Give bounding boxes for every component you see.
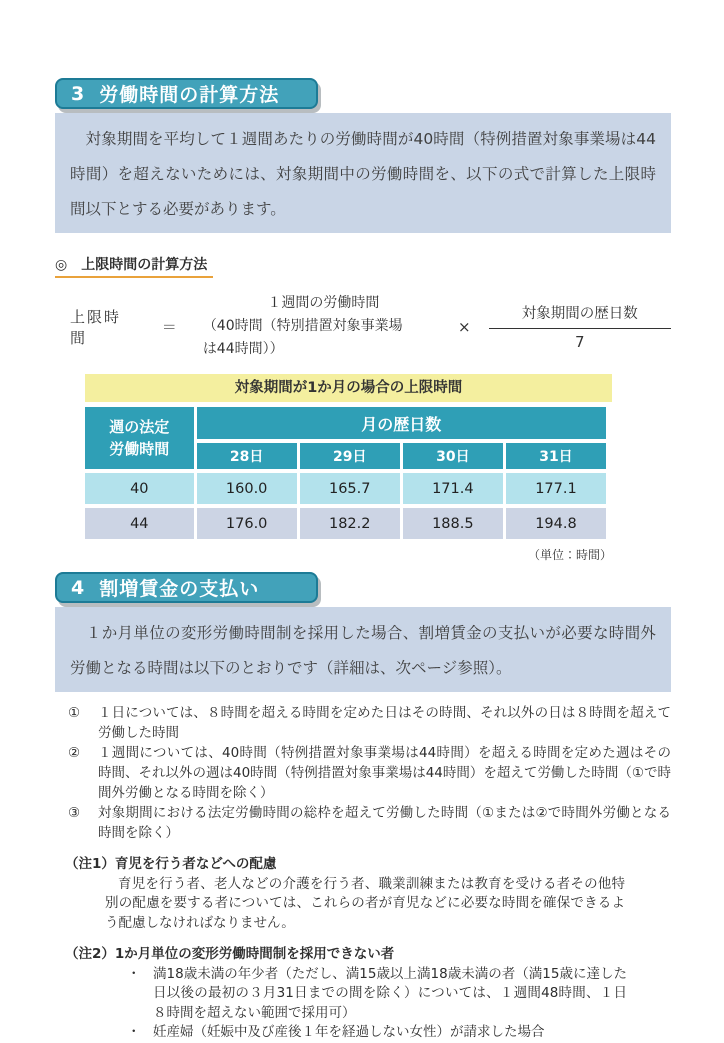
row40-label: 40 — [85, 473, 194, 504]
section3-title: 労働時間の計算方法 — [99, 84, 280, 106]
equals-sign: ＝ — [161, 318, 177, 336]
list-marker-2: ② — [68, 745, 81, 761]
row40-value-28: 160.0 — [197, 473, 297, 504]
bullet-text-2: 妊産婦（妊娠中及び産後１年を経過しない女性）が請求した場合 — [153, 1024, 545, 1040]
list-item-2 — [68, 743, 671, 803]
fraction — [489, 302, 671, 351]
note2-heading — [65, 945, 671, 965]
list-text-3: 対象期間における法定労働時間の総枠を超えて労働した時間（①または②で時間外労働となる時間を除く） — [98, 805, 671, 841]
note-2 — [65, 945, 671, 1043]
section3-intro-text: 対象期間を平均して１週間あたりの労働時間が40時間（特例措置対象事業場は44時間）を超えないためには、対象期間中の労働時間を、以下の式で計算した上限時間以下とする必要があります。 — [70, 130, 656, 218]
table-title-bar: 対象期間が1か月の場合の上限時間 — [85, 374, 612, 402]
list-marker-3: ③ — [68, 805, 81, 821]
fraction-denominator: 7 — [575, 333, 585, 351]
limit-table-block — [85, 374, 612, 563]
day-header-31: 31日 — [506, 443, 606, 469]
row40-value-30: 171.4 — [403, 473, 503, 504]
multiplicand-line3: は44時間）） — [202, 341, 284, 357]
row44-value-29: 182.2 — [300, 508, 400, 539]
row44-value-31: 194.8 — [506, 508, 606, 539]
row-header-line1: 週の法定 — [109, 418, 170, 436]
section4-intro-box — [55, 607, 671, 692]
row40-value-31: 177.1 — [506, 473, 606, 504]
section4-intro-text: １か月単位の変形労働時間制を採用した場合、割増賃金の支払いが必要な時間外労働となる時間は以下のとおりです（詳細は、次ページ参照）。 — [70, 624, 656, 677]
row40-value-29: 165.7 — [300, 473, 400, 504]
note2-label: （注2） — [65, 946, 115, 962]
list-text-1: １日については、８時間を超える時間を定めた日はその時間、それ以外の日は８時間を超えて労働した時間 — [98, 705, 671, 741]
day-header-30: 30日 — [403, 443, 503, 469]
upper-limit-formula — [70, 292, 671, 361]
bullet-item-2 — [127, 1023, 627, 1043]
bullet-text-1: 満18歳未満の年少者（ただし、満15歳以上満18歳未満の者（満15歳に達した日以後の最初の３月31日までの間を除く）については、１週間48時間、１日８時間を超えない範囲で採用可） — [153, 965, 627, 1021]
formula-heading-text: ◎ 上限時間の計算方法 — [55, 254, 213, 278]
row44-label: 44 — [85, 508, 194, 539]
unit-note: （単位：時間） — [527, 548, 612, 562]
row44-value-28: 176.0 — [197, 508, 297, 539]
row44-value-30: 188.5 — [403, 508, 503, 539]
note-1 — [65, 855, 671, 933]
fraction-numerator: 対象期間の歴日数 — [521, 306, 638, 322]
list-item-3 — [68, 803, 671, 843]
note1-title: 育児を行う者などへの配慮 — [114, 856, 277, 872]
row-header-line2: 労働時間 — [109, 440, 170, 458]
overtime-list — [68, 703, 671, 843]
section3-number: 3 — [71, 82, 86, 105]
multiply-sign: × — [458, 317, 471, 336]
row-header-cell — [85, 407, 194, 469]
formula-lhs: 上限時間 — [70, 307, 122, 347]
document-page — [55, 78, 671, 1043]
formula-multiplicand — [203, 292, 444, 361]
note2-title: 1か月単位の変形労働時間制を採用できない者 — [114, 946, 395, 962]
note1-body: 育児を行う者、老人などの介護を行う者、職業訓練または教育を受ける者その他特別の配慮を要する者については、これらの者が育児などに必要な時間を確保できるよう配慮しなければなりません。 — [105, 875, 625, 931]
section3-banner — [55, 78, 318, 109]
multiplicand-line1: １週間の労働時間 — [267, 295, 380, 311]
limit-table — [82, 403, 609, 543]
day-header-29: 29日 — [300, 443, 400, 469]
formula-heading — [55, 254, 671, 278]
table-row-44 — [85, 508, 606, 539]
section4-number: 4 — [71, 576, 86, 599]
list-text-2: １週間については、40時間（特例措置対象事業場は44時間）を超える時間を定めた週はその時間、それ以外の週は40時間（特例措置対象事業場は44時間）を超えて労働した時間（①で時間外労働となる時間を除く） — [98, 745, 671, 801]
bullet-marker-2: ・ — [127, 1024, 141, 1040]
bullet-marker-1: ・ — [127, 965, 141, 982]
day-header-28: 28日 — [197, 443, 297, 469]
list-marker-1: ① — [68, 705, 81, 721]
note1-label: （注1） — [65, 856, 115, 872]
list-item-1 — [68, 703, 671, 743]
section4-title: 割増賃金の支払い — [99, 578, 260, 600]
note1-heading — [65, 855, 671, 875]
group-header-cell: 月の歴日数 — [197, 407, 606, 439]
note2-bullet-list — [127, 965, 627, 1043]
multiplicand-line2: （40時間（特別措置対象事業場 — [202, 318, 403, 334]
section4-banner — [55, 572, 318, 603]
table-row-40 — [85, 473, 606, 504]
bullet-item-1 — [127, 965, 627, 1024]
section3-intro-box — [55, 113, 671, 233]
fraction-line — [489, 328, 671, 329]
